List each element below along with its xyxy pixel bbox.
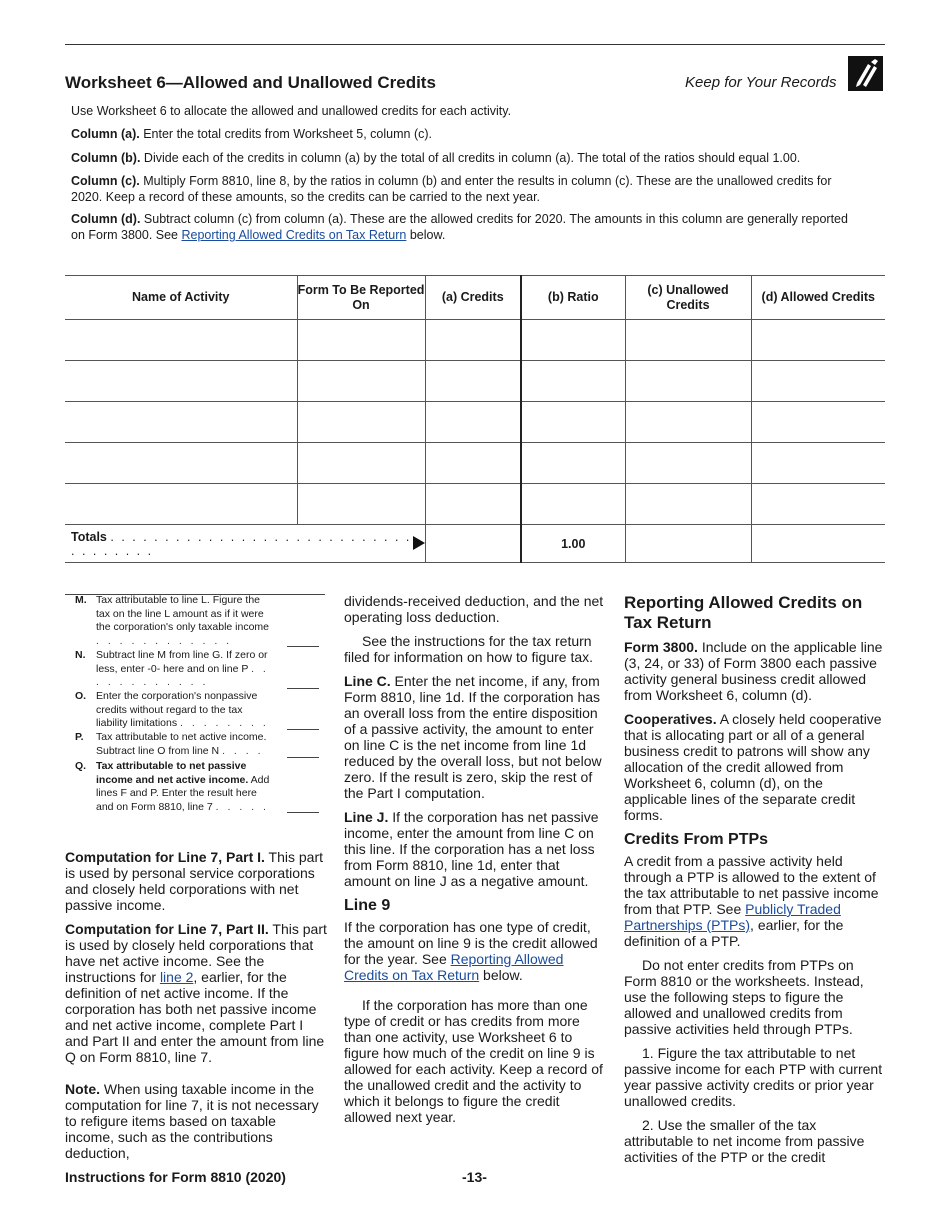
column-d-instruction: Column (d). Subtract column (c) from column (a). These are the allowed credits for 2020. The amounts in this column are generally reported on Form 3800. See Reporting Allowed Credits on Tax Return below. [71,212,848,242]
line-O-entry[interactable] [287,729,319,730]
line-j-paragraph: Line J. If the corporation has net passive income, enter the amount from line C on this line. If the corporation has a net loss from Form 8810, line 1d, enter that amount on line J as a negative amount. [344,809,599,889]
credits-from-ptps-heading: Credits From PTPs [624,831,769,848]
table-cell[interactable] [65,443,297,484]
table-cell[interactable] [751,402,885,443]
form-3800-paragraph: Form 3800. Include on the applicable line (3, 24, or 33) of Form 3800 each passive activity general business credit allowed from Worksheet 6, column (d). [624,639,883,703]
line-P-entry[interactable] [287,757,319,758]
table-row [65,402,885,443]
table-cell[interactable] [625,402,751,443]
table-header-row [65,276,885,320]
col2-paragraph: See the instructions for the tax return filed for information on how to figure tax. [344,633,594,665]
header-form-to-be-reported: Form To Be Reported On [297,276,425,320]
keep-records-label: Keep for Your Records [685,74,837,91]
col3-paragraph: Do not enter credits from PTPs on Form 8810 or the worksheets. Instead, use the following steps to figure the allowed and unallowed credits from passive activities held through PTPs. [624,957,864,1037]
totals-unallowed-cell[interactable] [625,525,751,563]
line-M-entry[interactable] [287,646,319,647]
header-credits: (a) Credits [425,276,521,320]
header-ratio: (b) Ratio [521,276,625,320]
totals-label-cell [65,525,425,563]
header-unallowed-credits: (c) Unallowed Credits [625,276,751,320]
totals-allowed-cell[interactable] [751,525,885,563]
table-cell[interactable] [521,484,625,525]
column-3 [624,593,886,1173]
header-allowed-credits: (d) Allowed Credits [751,276,885,320]
totals-dots: . . . . . . . . . . . . . . . . . . . . . . . . . . . . . . . . . . . . . [71,529,423,558]
worksheet-title: Worksheet 6—Allowed and Unallowed Credits [65,73,436,92]
line-N-entry[interactable] [287,688,319,689]
column-c-instruction: Column (c). Multiply Form 8810, line 8, by the ratios in column (b) and enter the results in column (c). These are the unallowed credits for 2020. Keep a record of these amounts, so the credits can be carried to the next year. [71,174,832,204]
column-2 [344,593,606,1133]
page-number: -13- [462,1169,487,1185]
column-a-instruction: Column (a). Enter the total credits from Worksheet 5, column (c). [71,127,432,141]
table-cell[interactable] [297,484,425,525]
table-row [65,443,885,484]
table-cell[interactable] [297,402,425,443]
table-cell[interactable] [751,361,885,402]
totals-ratio-cell: 1.00 [521,525,625,563]
totals-row [65,525,885,563]
reporting-allowed-credits-link[interactable]: Reporting Allowed Credits on Tax Return [344,951,564,983]
line-c-paragraph: Line C. Enter the net income, if any, from Form 8810, line 1d. If the corporation has an overall loss from the entire disposition of a passive activity, the amount to enter on line C is the net income from line 1d reduced by the overall loss, but not below zero. If the result is zero, skip the rest of the Part I computation. [344,673,602,801]
step-1-paragraph: 1. Figure the tax attributable to net passive income for each PTP with current year passive activity credits or prior year unallowed credits. [624,1045,883,1109]
table-cell[interactable] [425,443,521,484]
note-paragraph: Note. When using taxable income in the computation for line 7, it is not necessary to refigure items based on taxable income, such as the contributions deduction, [65,1081,319,1161]
footer-form-title: Instructions for Form 8810 (2020) [65,1169,286,1185]
table-cell[interactable] [65,361,297,402]
table-cell[interactable] [521,402,625,443]
cooperatives-paragraph: Cooperatives. A closely held cooperative that is allocating part or all of a general business credit to patrons will show any allocation of the credit allowed from Worksheet 6, column (d), on the applicable lines of the separate credit forms. [624,711,882,823]
top-rule [65,44,885,45]
line-2-link[interactable]: line 2 [159,969,194,985]
table-cell[interactable] [521,443,625,484]
right-arrow-icon [413,536,425,550]
table-cell[interactable] [425,320,521,361]
reporting-allowed-credits-link[interactable]: Reporting Allowed Credits on Tax Return [181,228,407,242]
table-cell[interactable] [297,320,425,361]
totals-label: Totals [71,529,107,544]
table-row [65,361,885,402]
table-cell[interactable] [625,361,751,402]
line-9-paragraph: If the corporation has one type of credit, the amount on line 9 is the credit allowed for the year. See Reporting Allowed Credits on Tax Return below. [344,919,598,983]
line-Q-entry[interactable] [287,812,319,813]
part-i-paragraph: Computation for Line 7, Part I. This part is used by personal service corporations and closely held corporations with net passive income. [65,849,324,913]
table-cell[interactable] [521,320,625,361]
header-name-of-activity: Name of Activity [65,276,297,320]
column-b-instruction: Column (b). Divide each of the credits in column (a) by the total of all credits in column (a). The total of the ratios should equal 1.00. [71,151,801,165]
table-cell[interactable] [425,484,521,525]
table-cell[interactable] [625,320,751,361]
ptp-link[interactable]: Publicly Traded Partnerships (PTPs) [624,901,841,933]
table-cell[interactable] [425,402,521,443]
col2-paragraph: If the corporation has more than one type of credit or has credits from more than one activity, use Worksheet 6 to figure how much of the credit on line 9 is allowed for each activity. Keep a record of the unallowed credit and the activity to which it belongs to figure the credit allowed next year. [344,997,603,1125]
table-cell[interactable] [625,484,751,525]
table-cell[interactable] [297,443,425,484]
ptp-paragraph: A credit from a passive activity held through a PTP is allowed to the extent of the tax attributable to net passive income from that PTP. See Publicly Traded Partnerships (PTPs), earlier, for the definition of a PTP. [624,853,879,949]
line-9-heading: Line 9 [344,897,391,914]
totals-credits-cell[interactable] [425,525,521,563]
pencil-icon [848,56,883,91]
worksheet-table [65,275,885,563]
table-cell[interactable] [425,361,521,402]
col2-paragraph: dividends-received deduction, and the net operating loss deduction. [344,593,604,625]
table-cell[interactable] [65,402,297,443]
reporting-allowed-credits-heading: Reporting Allowed Credits on Tax Return [624,593,863,632]
table-cell[interactable] [521,361,625,402]
column-1 [65,849,327,1169]
table-cell[interactable] [751,443,885,484]
intro-text: Use Worksheet 6 to allocate the allowed and unallowed credits for each activity. [71,104,512,118]
table-cell[interactable] [751,484,885,525]
table-cell[interactable] [625,443,751,484]
table-row [65,484,885,525]
table-cell[interactable] [297,361,425,402]
step-2-paragraph: 2. Use the smaller of the tax attributable to net income from passive activities of the PTP or the credit [624,1117,865,1165]
part-ii-paragraph: Computation for Line 7, Part II. This part is used by closely held corporations that have net active income. See the instructions for line 2, earlier, for the definition of net active income. If the corporation has both net passive income and net active income, complete Part I and Part II and enter the amount from line Q on Form 8810, line 7. [65,921,327,1065]
table-cell[interactable] [751,320,885,361]
table-row [65,320,885,361]
table-cell[interactable] [65,484,297,525]
table-cell[interactable] [65,320,297,361]
